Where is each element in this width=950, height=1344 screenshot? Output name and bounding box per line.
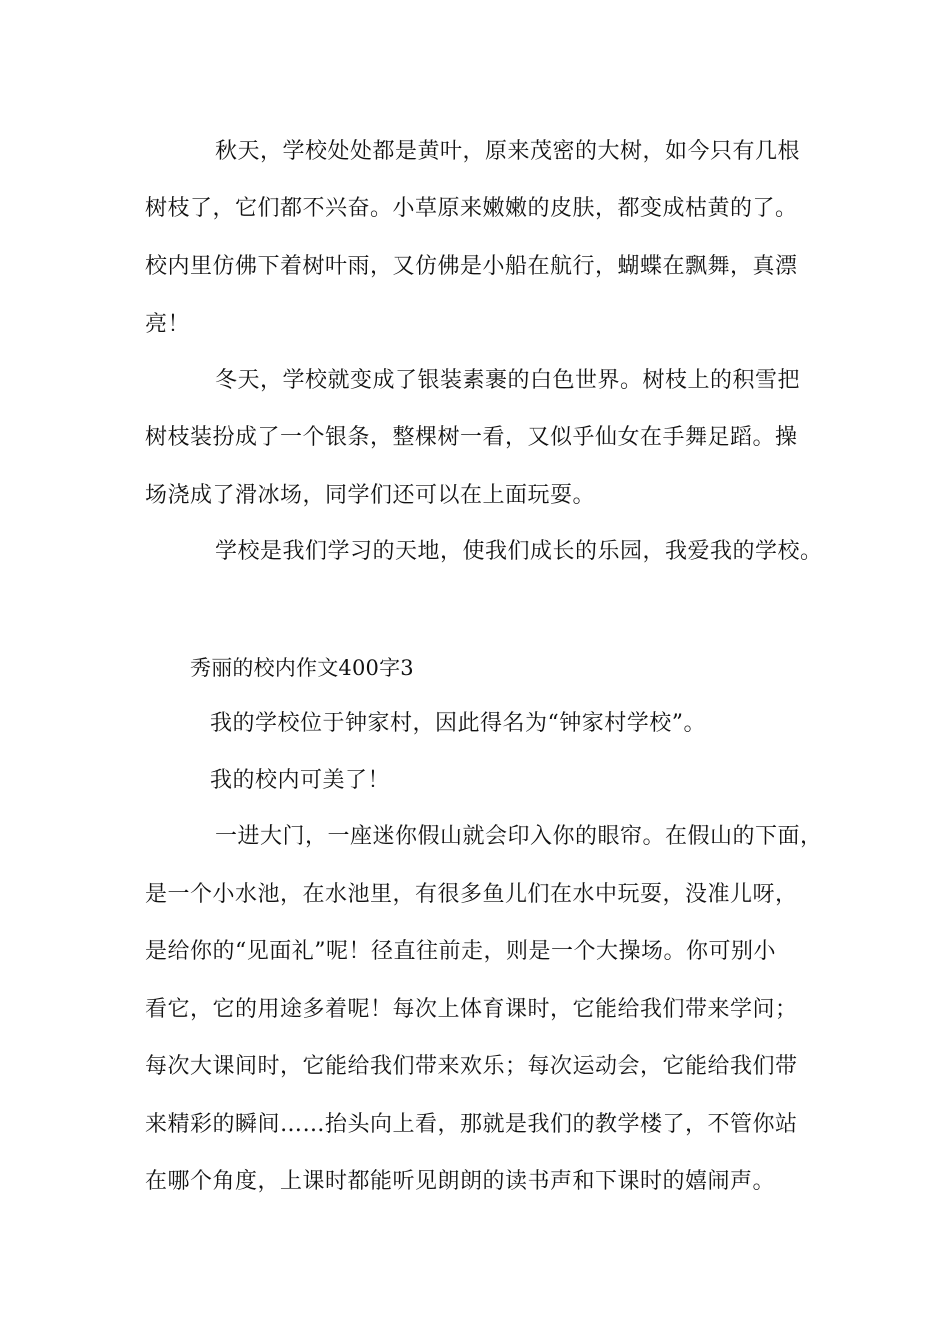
paragraph-winter-line-2: 树枝装扮成了一个银条，整棵树一看，又似乎仙女在手舞足蹈。操 bbox=[145, 425, 798, 450]
paragraph-autumn-line-1: 秋天，学校处处都是黄叶，原来茂密的大树，如今只有几根 bbox=[215, 139, 801, 164]
paragraph-autumn-line-3: 校内里仿佛下着树叶雨，又仿佛是小船在航行，蝴蝶在飘舞，真漂 bbox=[145, 254, 798, 279]
paragraph-winter-line-3: 场浇成了滑冰场，同学们还可以在上面玩耍。 bbox=[145, 483, 596, 508]
paragraph-campus-line-2: 是一个小水池，在水池里，有很多鱼儿们在水中玩耍，没准儿呀， bbox=[145, 882, 798, 907]
paragraph-autumn-line-4: 亮！ bbox=[145, 312, 191, 337]
paragraph-winter-line-1: 冬天，学校就变成了银装素裹的白色世界。树枝上的积雪把 bbox=[215, 368, 801, 393]
paragraph-closing-line-1: 学校是我们学习的天地，使我们成长的乐园，我爱我的学校。 bbox=[215, 539, 823, 564]
paragraph-beauty-line-1: 我的校内可美了！ bbox=[210, 768, 391, 793]
paragraph-autumn-line-2: 树枝了，它们都不兴奋。小草原来嫩嫩的皮肤，都变成枯黄的了。 bbox=[145, 196, 798, 221]
paragraph-campus-line-1: 一进大门，一座迷你假山就会印入你的眼帘。在假山的下面， bbox=[215, 824, 823, 849]
paragraph-location-line-1: 我的学校位于钟家村，因此得名为“钟家村学校”。 bbox=[210, 711, 706, 736]
paragraph-campus-line-3: 是给你的“见面礼”呢！径直往前走，则是一个大操场。你可别小 bbox=[145, 939, 776, 964]
paragraph-campus-line-4: 看它，它的用途多着呢！每次上体育课时，它能给我们带来学问； bbox=[145, 997, 798, 1022]
section-heading: 秀丽的校内作文400字3 bbox=[190, 656, 414, 680]
paragraph-campus-line-5: 每次大课间时，它能给我们带来欢乐；每次运动会，它能给我们带 bbox=[145, 1054, 798, 1079]
paragraph-campus-line-6: 来精彩的瞬间……抬头向上看，那就是我们的教学楼了，不管你站 bbox=[145, 1112, 798, 1137]
paragraph-campus-line-7: 在哪个角度，上课时都能听见朗朗的读书声和下课时的嬉闹声。 bbox=[145, 1169, 776, 1194]
